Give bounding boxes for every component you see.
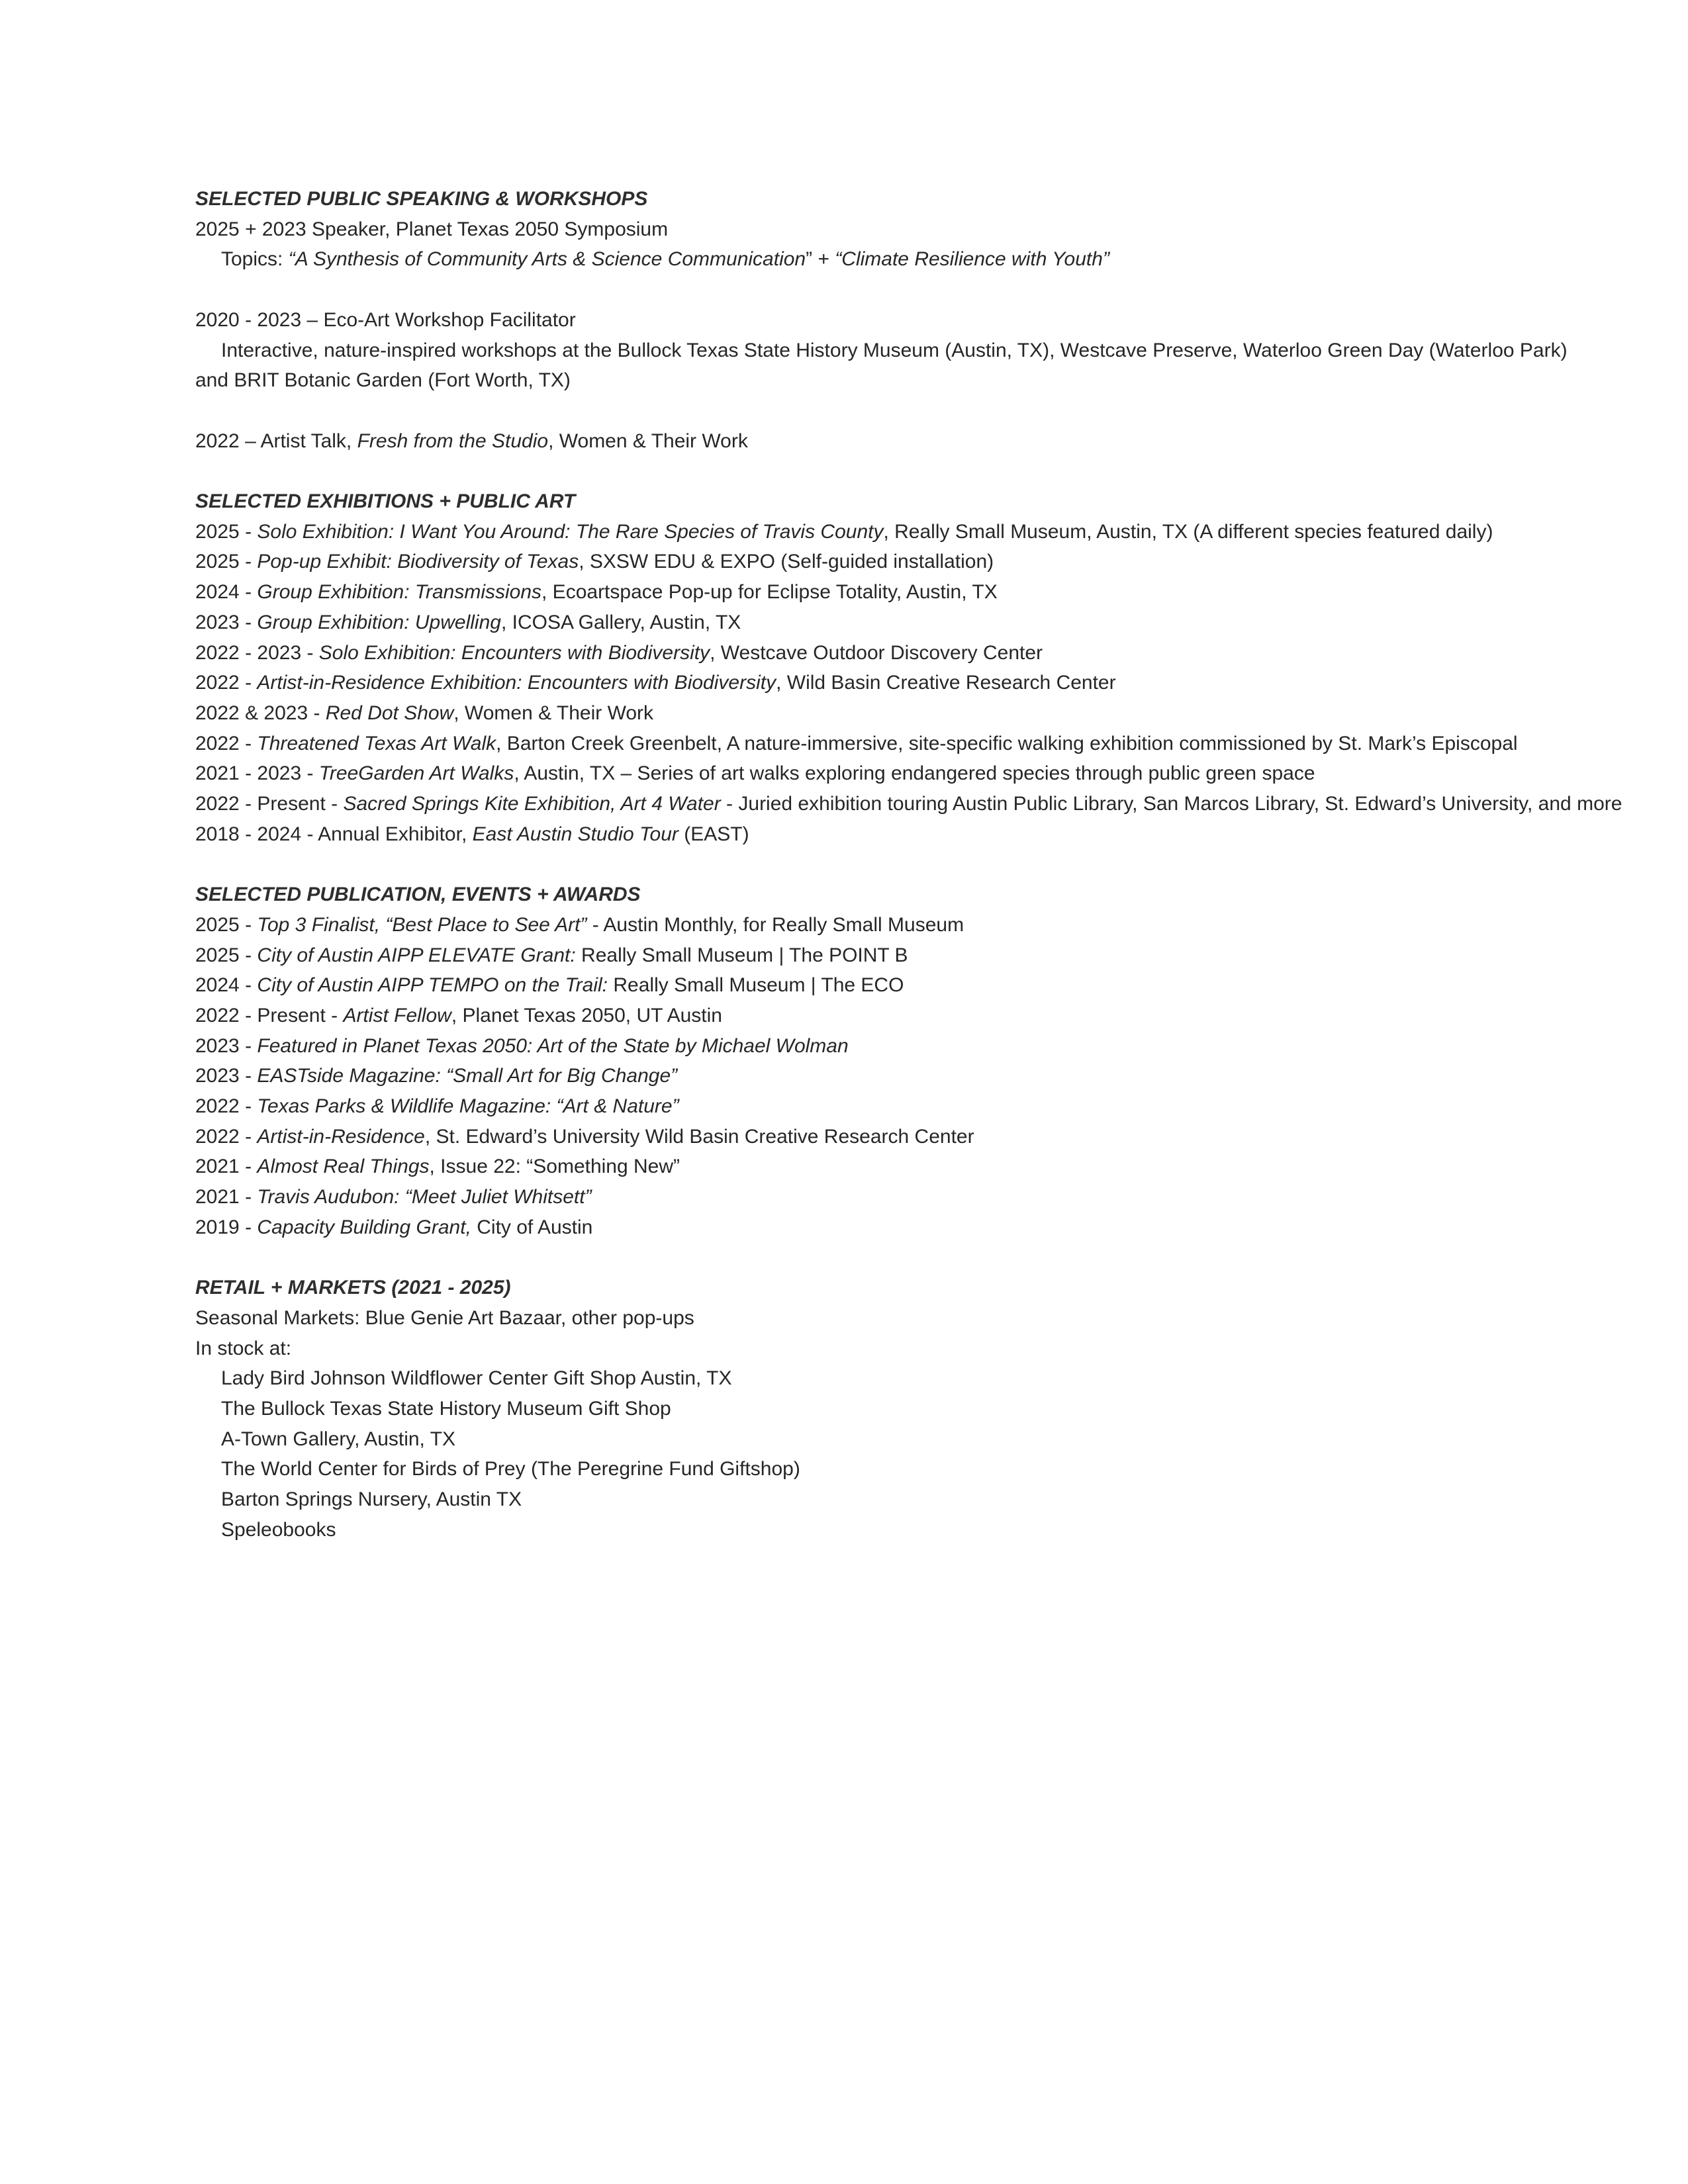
entry-suffix: - Juried exhibition touring Austin Public Library, San Marcos Library, St. Edward’s University, and more [720, 793, 1622, 815]
entry-title: Travis Audubon: “Meet Juliet Whitsett” [257, 1186, 592, 1208]
entry-title: Top 3 Finalist, “Best Place to See Art” [257, 913, 587, 936]
entry-prefix: 2023 - [195, 611, 258, 633]
entry: 2020 - 2023 – Eco-Art Workshop Facilitator [195, 308, 576, 331]
entry [195, 758, 1599, 789]
entry-suffix: , Issue 22: “Something New” [429, 1156, 680, 1178]
entry-suffix: , ICOSA Gallery, Austin, TX [500, 611, 741, 633]
entry-title: Texas Parks & Wildlife Magazine: “Art & Nature” [257, 1095, 679, 1118]
entry-suffix: , Women & Their Work [548, 430, 748, 452]
entry-prefix: 2022 - [195, 1125, 258, 1148]
entry-suffix: , Wild Basin Creative Research Center [776, 672, 1116, 694]
entry [195, 940, 1599, 971]
entry: In stock at: [195, 1337, 292, 1359]
entry-prefix: 2022 - 2023 - [195, 641, 319, 664]
entry-prefix: 2018 - 2024 - Annual Exhibitor, [195, 823, 473, 845]
retail-section [195, 1273, 1599, 1545]
entry-prefix: 2024 - [195, 581, 258, 604]
entry: 2025 + 2023 Speaker, Planet Texas 2050 Symposium [195, 218, 669, 240]
entry-suffix: , SXSW EDU & EXPO (Self-guided installation) [579, 551, 994, 573]
entry-title: Sacred Springs Kite Exhibition, Art 4 Water [343, 793, 721, 815]
entry-topics [195, 244, 1599, 275]
entry-title: City of Austin AIPP ELEVATE Grant: [257, 944, 576, 966]
entry-prefix: 2022 - [195, 672, 258, 694]
exhibitions-list [195, 517, 1622, 850]
entry-prefix: 2023 - [195, 1034, 258, 1057]
entry-title: East Austin Studio Tour [472, 823, 679, 845]
entry [195, 819, 1599, 850]
entry-title: Threatened Texas Art Walk [257, 732, 496, 754]
entry [195, 1091, 1599, 1122]
entry-suffix: Really Small Museum | The POINT B [575, 944, 908, 966]
entry-suffix: - Austin Monthly, for Really Small Museum [586, 913, 964, 936]
entry: Seasonal Markets: Blue Genie Art Bazaar, other pop-ups [195, 1306, 694, 1329]
entry-suffix: , Ecoartspace Pop-up for Eclipse Totality, Austin, TX [541, 581, 998, 604]
entry [195, 729, 1599, 759]
entry [195, 608, 1599, 638]
store-item: Speleobooks [221, 1518, 336, 1541]
topics-separator: ” + [806, 248, 835, 271]
spacer [195, 396, 1599, 426]
entry [195, 517, 1599, 547]
topic-title: “A Synthesis of Community Arts & Science Communication [288, 248, 806, 271]
entry-suffix: , Barton Creek Greenbelt, A nature-immersive, site-specific walking exhibition commissioned by St. Mark’s Episcopal [496, 732, 1518, 754]
entry [195, 1031, 1599, 1062]
entry-title: Artist-in-Residence Exhibition: Encounters with Biodiversity [257, 672, 776, 694]
entry-prefix: 2022 - [195, 1095, 258, 1118]
spacer [195, 1243, 1599, 1273]
entry-prefix: 2024 - [195, 974, 258, 997]
store-item: The World Center for Birds of Prey (The Peregrine Fund Giftshop) [221, 1458, 800, 1480]
spacer [195, 849, 1599, 880]
entry-suffix: , Austin, TX – Series of art walks exploring endangered species through public green space [514, 762, 1315, 785]
entry-prefix: 2022 & 2023 - [195, 702, 326, 724]
entry-prefix: 2022 – Artist Talk, [195, 430, 357, 452]
publications-section [195, 880, 1599, 1273]
section-heading: SELECTED EXHIBITIONS + PUBLIC ART [195, 490, 576, 512]
cv-document [195, 184, 1622, 1545]
entry-prefix: 2025 - [195, 913, 258, 936]
entry [195, 426, 1599, 457]
entry-suffix: , St. Edward’s University Wild Basin Creative Research Center [424, 1125, 974, 1148]
entry [195, 789, 1622, 819]
topics-label: Topics: [221, 248, 289, 271]
entry-title: Almost Real Things [257, 1156, 430, 1178]
entry-prefix: 2022 - [195, 732, 258, 754]
entry [195, 1212, 1599, 1243]
entry [195, 910, 1599, 940]
entry-suffix: , Women & Their Work [453, 702, 654, 724]
entry-prefix: 2021 - [195, 1186, 258, 1208]
entry [195, 698, 1599, 729]
section-heading: RETAIL + MARKETS (2021 - 2025) [195, 1277, 511, 1299]
entry [195, 638, 1599, 668]
publications-list [195, 910, 1599, 1243]
entry-prefix: 2019 - [195, 1216, 258, 1238]
entry-title: Pop-up Exhibit: Biodiversity of Texas [257, 551, 579, 573]
entry-title: Red Dot Show [325, 702, 454, 724]
entry-title: Artist-in-Residence [257, 1125, 425, 1148]
entry [195, 1061, 1599, 1091]
store-item: A-Town Gallery, Austin, TX [221, 1428, 456, 1450]
entry-prefix: 2022 - Present - [195, 793, 344, 815]
entry-suffix: , Really Small Museum, Austin, TX (A different species featured daily) [883, 520, 1493, 543]
entry-title: Solo Exhibition: I Want You Around: The Rare Species of Travis County [257, 520, 884, 543]
entry-suffix: , Westcave Outdoor Discovery Center [710, 641, 1043, 664]
speaking-section [195, 184, 1599, 486]
entry-prefix: 2021 - 2023 - [195, 762, 319, 785]
entry-title: City of Austin AIPP TEMPO on the Trail: [257, 974, 608, 997]
entry-title: Capacity Building Grant, [257, 1216, 471, 1238]
topic-title: “Climate Resilience with Youth” [835, 248, 1109, 271]
entry-prefix: 2022 - Present - [195, 1004, 344, 1026]
entry-title: Group Exhibition: Transmissions [257, 581, 542, 604]
store-item: The Bullock Texas State History Museum Gift Shop [221, 1398, 671, 1420]
entry-prefix: 2025 - [195, 551, 258, 573]
entry-description: Interactive, nature-inspired workshops at the Bullock Texas State History Museum (Austin, TX), Westcave Preserve, Waterloo Green Day (Waterloo Park) and BRIT Botanic Garden (Fort Worth, TX) [195, 339, 1568, 392]
entry-title: Group Exhibition: Upwelling [257, 611, 501, 633]
section-heading: SELECTED PUBLIC SPEAKING & WORKSHOPS [195, 188, 648, 210]
entry-title: TreeGarden Art Walks [318, 762, 514, 785]
entry [195, 1122, 1599, 1152]
entry [195, 547, 1599, 577]
entry [195, 1182, 1599, 1212]
entry-prefix: 2023 - [195, 1065, 258, 1087]
exhibitions-section [195, 486, 1622, 880]
entry-suffix: City of Austin [471, 1216, 593, 1238]
entry-title: Artist Fellow [343, 1004, 451, 1026]
entry [195, 668, 1599, 698]
entry-suffix: , Planet Texas 2050, UT Austin [451, 1004, 722, 1026]
entry-suffix: (EAST) [678, 823, 749, 845]
spacer [195, 456, 1599, 486]
entry-title: Fresh from the Studio [357, 430, 549, 452]
section-heading: SELECTED PUBLICATION, EVENTS + AWARDS [195, 884, 641, 906]
entry-suffix: Really Small Museum | The ECO [608, 974, 904, 997]
entry-prefix: 2025 - [195, 520, 258, 543]
entry-prefix: 2021 - [195, 1156, 258, 1178]
entry [195, 1001, 1599, 1031]
entry [195, 1152, 1599, 1182]
spacer [195, 275, 1599, 305]
store-item: Lady Bird Johnson Wildflower Center Gift Shop Austin, TX [221, 1367, 732, 1390]
stores-list [195, 1363, 1599, 1545]
store-item: Barton Springs Nursery, Austin TX [221, 1488, 522, 1511]
entry [195, 970, 1599, 1001]
entry [195, 577, 1599, 608]
entry-title: EASTside Magazine: “Small Art for Big Change” [257, 1065, 678, 1087]
entry-title: Featured in Planet Texas 2050: Art of the State by Michael Wolman [257, 1034, 849, 1057]
entry-prefix: 2025 - [195, 944, 258, 966]
entry-title: Solo Exhibition: Encounters with Biodiversity [318, 641, 710, 664]
